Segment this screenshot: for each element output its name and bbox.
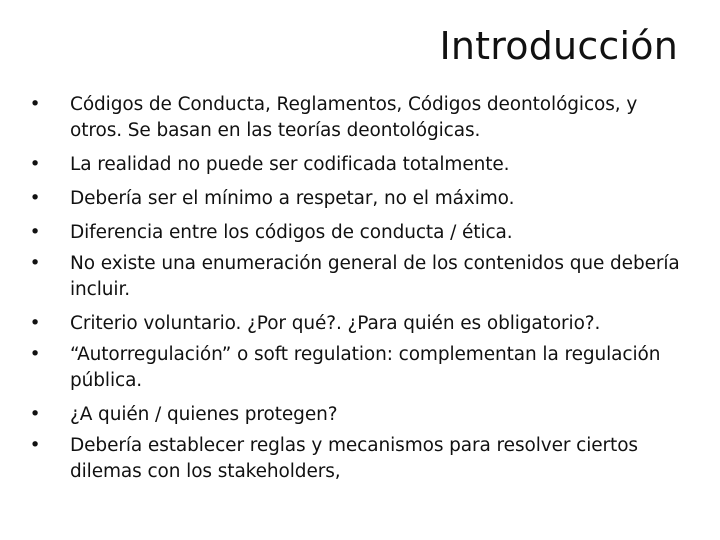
bullet-item (28, 92, 688, 144)
bullet-dot-icon: • (29, 154, 41, 175)
bullet-text: La realidad no puede ser codificada totalmente. (70, 154, 510, 175)
bullet-dot-icon: • (29, 222, 41, 243)
bullet-text: Diferencia entre los códigos de conducta / ética. (70, 222, 513, 243)
bullet-text: Debería ser el mínimo a respetar, no el máximo. (70, 188, 515, 209)
bullet-item (28, 152, 688, 178)
bullet-text: ¿A quién / quienes protegen? (70, 404, 338, 425)
bullet-item (28, 251, 688, 303)
bullet-item (28, 342, 688, 394)
bullet-item (28, 433, 688, 485)
bullet-text: Códigos de Conducta, Reglamentos, Códigos deontológicos, y otros. Se basan en las teorías deontológicas. (70, 94, 638, 141)
bullet-item (28, 402, 688, 428)
bullet-dot-icon: • (29, 253, 41, 274)
bullet-dot-icon: • (29, 188, 41, 209)
bullet-dot-icon: • (29, 344, 41, 365)
bullet-dot-icon: • (29, 94, 41, 115)
bullet-dot-icon: • (29, 313, 41, 334)
bullet-text: Debería establecer reglas y mecanismos para resolver ciertos dilemas con los stakeholders, (70, 435, 638, 482)
bullet-item (28, 311, 688, 337)
bullet-dot-icon: • (29, 435, 41, 456)
bullet-text: “Autorregulación” o soft regulation: complementan la regulación pública. (70, 344, 661, 391)
slide-title: Introducción (439, 24, 678, 68)
bullet-list (28, 92, 688, 493)
bullet-dot-icon: • (29, 404, 41, 425)
bullet-item (28, 186, 688, 212)
bullet-text: Criterio voluntario. ¿Por qué?. ¿Para quién es obligatorio?. (70, 313, 601, 334)
bullet-text: No existe una enumeración general de los contenidos que debería incluir. (70, 253, 680, 300)
bullet-item (28, 220, 688, 246)
